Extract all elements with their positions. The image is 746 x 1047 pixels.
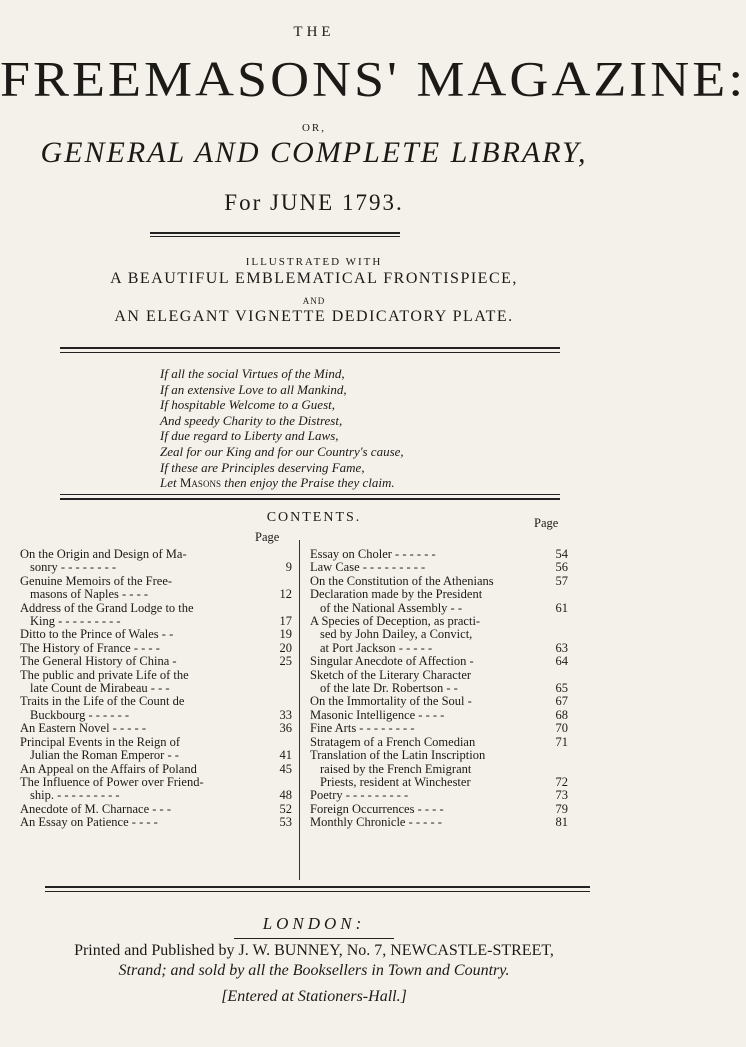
entry-page: 72 xyxy=(555,774,568,789)
contents-entry xyxy=(20,615,292,628)
entry-title: On the Immortality of the Soul - xyxy=(310,694,472,709)
contents-entry xyxy=(310,642,568,655)
contents-entry xyxy=(310,602,568,615)
entry-page: 33 xyxy=(279,707,292,722)
entry-title: of the National Assembly - - xyxy=(320,600,462,615)
entry-title: A Species of Deception, as practi- xyxy=(310,614,481,629)
entry-page xyxy=(268,695,292,708)
entry-page: 73 xyxy=(555,788,568,803)
contents-entry xyxy=(310,588,568,601)
divider xyxy=(150,232,400,234)
divider xyxy=(234,938,394,939)
contents-entry xyxy=(20,588,292,601)
imprint-city: LONDON: xyxy=(262,914,366,933)
entry-title: Buckbourg - - - - - - xyxy=(30,707,130,722)
entry-title: Address of the Grand Lodge to the xyxy=(20,600,194,615)
entry-title: Stratagem of a French Comedian xyxy=(310,734,476,749)
contents-entry xyxy=(20,803,292,816)
contents-entry xyxy=(20,695,292,708)
entry-page: 64 xyxy=(555,654,568,669)
vignette-line: AN ELEGANT VIGNETTE DEDICATORY PLATE. xyxy=(114,308,514,325)
entry-page xyxy=(268,776,292,789)
entry-title: On the Origin and Design of Ma- xyxy=(20,547,187,561)
entry-title: Anecdote of M. Charnace - - - xyxy=(20,801,171,816)
contents-entry xyxy=(310,682,568,695)
poem-line-last: Let Masons then enjoy the Praise they claim. xyxy=(160,475,395,491)
contents-entry xyxy=(20,763,292,776)
contents-entry xyxy=(310,655,568,668)
issue-date: For JUNE 1793. xyxy=(224,190,404,215)
contents-entry xyxy=(20,561,292,574)
entry-title: Law Case - - - - - - - - - xyxy=(310,560,426,575)
contents-entry xyxy=(310,709,568,722)
entry-title: Singular Anecdote of Affection - xyxy=(310,654,474,669)
entry-page: 65 xyxy=(555,681,568,696)
contents-entry xyxy=(310,722,568,735)
contents-entry xyxy=(310,763,568,776)
entry-page: 57 xyxy=(555,573,568,588)
entry-page xyxy=(268,682,292,695)
subtitle: GENERAL AND COMPLETE LIBRARY, xyxy=(40,136,588,169)
entry-page: 12 xyxy=(279,587,292,602)
entry-title: Monthly Chronicle - - - - - xyxy=(310,815,442,830)
entry-page xyxy=(544,588,568,601)
imprint-entered: [Entered at Stationers-Hall.] xyxy=(221,988,407,1005)
frontispiece-line: A BEAUTIFUL EMBLEMATICAL FRONTISPIECE, xyxy=(110,270,518,287)
entry-title: Genuine Memoirs of the Free- xyxy=(20,573,173,588)
contents-entry xyxy=(20,749,292,762)
entry-page xyxy=(544,628,568,641)
entry-title: late Count de Mirabeau - - - xyxy=(30,681,170,696)
entry-title: Foreign Occurrences - - - - xyxy=(310,801,444,816)
entry-page: 71 xyxy=(555,734,568,749)
divider xyxy=(45,886,590,888)
poem-line: If all the social Virtues of the Mind, xyxy=(160,366,345,381)
contents-entry xyxy=(310,789,568,802)
divider xyxy=(60,494,560,495)
entry-title: Essay on Choler - - - - - - xyxy=(310,547,436,561)
entry-page: 56 xyxy=(555,560,568,575)
entry-title: An Eastern Novel - - - - - xyxy=(20,721,146,736)
contents-entry xyxy=(310,669,568,682)
entry-page: 45 xyxy=(279,761,292,776)
entry-title: The General History of China - xyxy=(20,654,177,669)
contents-entry xyxy=(20,548,292,561)
illustrated-with: ILLUSTRATED WITH xyxy=(245,256,383,268)
contents-entry xyxy=(310,561,568,574)
entry-title: Poetry - - - - - - - - - xyxy=(310,788,409,803)
poem xyxy=(160,366,404,491)
contents-entry xyxy=(20,816,292,829)
contents-entry xyxy=(310,749,568,762)
contents-entry xyxy=(20,628,292,641)
entry-title: sonry - - - - - - - - xyxy=(30,560,117,575)
poem-line: If these are Principles deserving Fame, xyxy=(160,459,365,475)
entry-page: 70 xyxy=(555,721,568,736)
contents-entry xyxy=(310,548,568,561)
entry-page xyxy=(268,602,292,615)
divider xyxy=(45,891,590,892)
poem-line: Zeal for our King and for our Country's cause, xyxy=(160,443,404,459)
imprint-publisher: Printed and Published by J. W. BUNNEY, No. 7, NEWCASTLE-STREET, xyxy=(74,942,554,959)
contents-right-column xyxy=(310,548,568,830)
entry-page xyxy=(544,763,568,776)
poem-line: If hospitable Welcome to a Guest, xyxy=(160,397,335,413)
divider xyxy=(60,498,560,500)
entry-title: at Port Jackson - - - - - xyxy=(320,640,433,655)
page-label-left: Page xyxy=(255,530,280,544)
entry-page: 81 xyxy=(555,815,568,830)
and-line: AND xyxy=(302,296,326,306)
contents-entry xyxy=(20,575,292,588)
entry-page: 52 xyxy=(279,801,292,816)
entry-page: 79 xyxy=(555,801,568,816)
column-divider xyxy=(299,540,300,880)
contents-entry xyxy=(310,615,568,628)
entry-page xyxy=(544,615,568,628)
entry-title: An Appeal on the Affairs of Poland xyxy=(20,761,197,776)
entry-page: 48 xyxy=(279,788,292,803)
entry-title: Translation of the Latin Inscription xyxy=(310,748,486,763)
poem-line: And speedy Charity to the Distrest, xyxy=(160,412,343,428)
entry-title: Traits in the Life of the Count de xyxy=(20,694,185,709)
entry-title: sed by John Dailey, a Convict, xyxy=(320,627,473,642)
contents-entry xyxy=(310,803,568,816)
entry-page: 19 xyxy=(279,627,292,642)
contents-entry xyxy=(20,669,292,682)
entry-title: Sketch of the Literary Character xyxy=(310,667,472,682)
entry-title: The public and private Life of the xyxy=(20,667,189,682)
divider xyxy=(60,352,560,353)
contents-entry xyxy=(20,709,292,722)
entry-title: Fine Arts - - - - - - - - xyxy=(310,721,415,736)
contents-entry xyxy=(20,789,292,802)
entry-page: 17 xyxy=(279,614,292,629)
entry-title: Principal Events in the Reign of xyxy=(20,734,181,749)
entry-page: 20 xyxy=(279,640,292,655)
entry-title: Ditto to the Prince of Wales - - xyxy=(20,627,174,642)
contents-entry xyxy=(310,628,568,641)
contents-entry xyxy=(310,575,568,588)
divider xyxy=(60,347,560,349)
entry-title: raised by the French Emigrant xyxy=(320,761,472,776)
entry-page: 9 xyxy=(285,560,292,575)
contents-entry xyxy=(310,736,568,749)
entry-title: On the Constitution of the Athenians xyxy=(310,573,494,588)
entry-title: Julian the Roman Emperor - - xyxy=(30,748,179,763)
entry-title: masons of Naples - - - - xyxy=(30,587,149,602)
entry-page xyxy=(268,575,292,588)
entry-title: Priests, resident at Winchester xyxy=(320,774,471,789)
contents-entry xyxy=(310,816,568,829)
entry-page xyxy=(268,669,292,682)
entry-page xyxy=(544,749,568,762)
contents-entry xyxy=(20,722,292,735)
header-or: OR, xyxy=(301,122,327,134)
contents-entry xyxy=(20,736,292,749)
entry-page xyxy=(544,669,568,682)
contents-left-column xyxy=(20,548,292,830)
entry-title: of the late Dr. Robertson - - xyxy=(320,681,458,696)
entry-title: The History of France - - - - xyxy=(20,640,160,655)
magazine-title: FREEMASONS' MAGAZINE: xyxy=(0,51,746,107)
entry-page xyxy=(268,736,292,749)
entry-title: Declaration made by the President xyxy=(310,587,483,602)
entry-page: 68 xyxy=(555,707,568,722)
entry-title: King - - - - - - - - - xyxy=(30,614,121,629)
contents-entry xyxy=(310,776,568,789)
entry-page: 36 xyxy=(279,721,292,736)
entry-title: The Influence of Power over Friend- xyxy=(20,774,204,789)
entry-title: ship. - - - - - - - - - xyxy=(30,788,120,803)
contents-entry xyxy=(20,776,292,789)
contents-entry xyxy=(310,695,568,708)
contents-entry xyxy=(20,682,292,695)
poem-line: If due regard to Liberty and Laws, xyxy=(160,428,339,444)
contents-heading: CONTENTS. xyxy=(266,510,362,525)
entry-page: 61 xyxy=(555,600,568,615)
header-the: THE xyxy=(293,24,335,40)
contents-entry xyxy=(20,642,292,655)
divider xyxy=(150,236,400,237)
entry-page: 41 xyxy=(279,748,292,763)
contents-entry xyxy=(20,655,292,668)
entry-title: Masonic Intelligence - - - - xyxy=(310,707,445,722)
contents-entry xyxy=(20,602,292,615)
entry-page: 53 xyxy=(279,815,292,830)
entry-page: 25 xyxy=(279,654,292,669)
page-label-right: Page xyxy=(534,516,559,530)
poem-line: If an extensive Love to all Mankind, xyxy=(160,381,347,397)
entry-page: 63 xyxy=(555,640,568,655)
entry-title: An Essay on Patience - - - - xyxy=(20,815,158,830)
entry-page xyxy=(268,548,292,561)
imprint-sold: Strand; and sold by all the Booksellers in Town and Country. xyxy=(118,962,510,979)
entry-page: 67 xyxy=(555,694,568,709)
entry-page: 54 xyxy=(555,547,568,561)
